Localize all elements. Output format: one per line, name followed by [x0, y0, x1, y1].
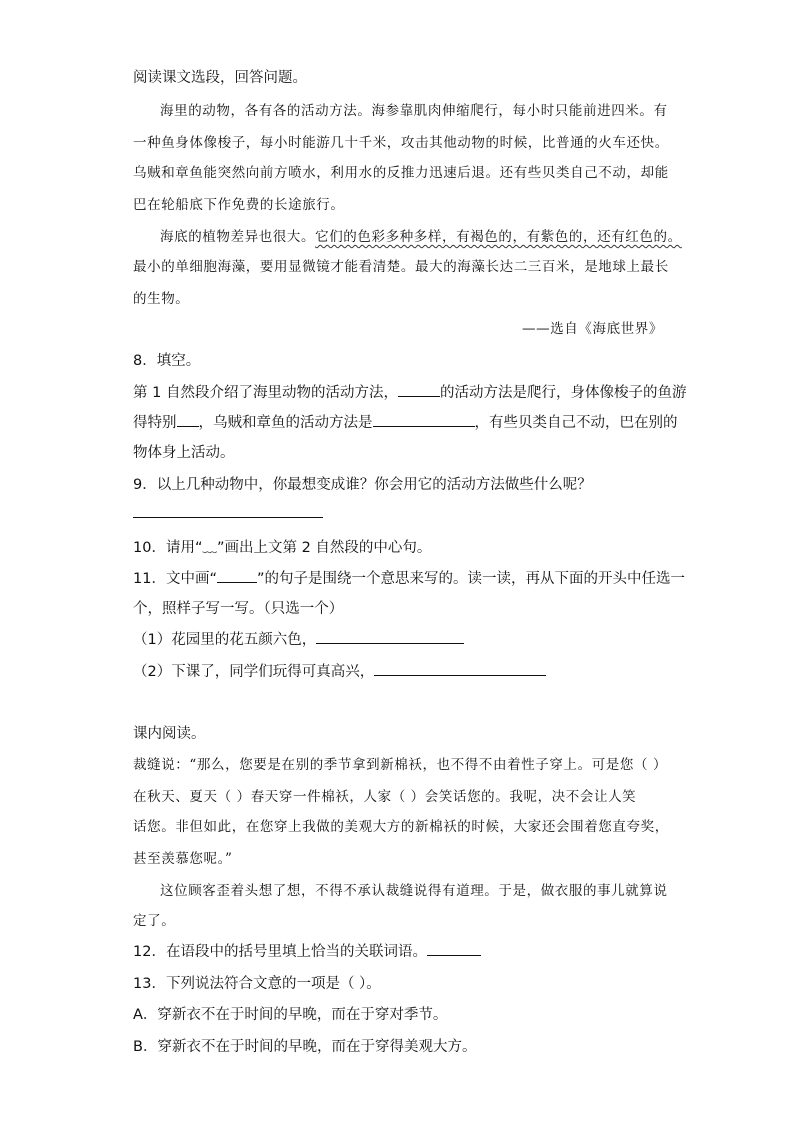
passage-intro: 课内阅读。: [133, 726, 206, 742]
question-text: 第 1 自然段介绍了海里动物的活动方法，: [133, 385, 398, 401]
question-text: 11．文中画“: [133, 571, 217, 587]
paragraph-start: 海底的植物差异也很大。: [160, 229, 316, 245]
answer-line[interactable]: [133, 517, 323, 518]
passage-paragraph-line: 海里的动物，各有各的活动方法。海参靠肌肉伸缩爬行，每小时只能前进四米。有: [160, 103, 668, 119]
passage-paragraph-line: 在秋天、夏天（ ）春天穿一件棉袄，人家（ ）会笑话您的。我呢，决不会让人笑: [133, 789, 637, 805]
passage-paragraph-line: 一种鱼身体像梭子，每小时能游几十千米，攻击其他动物的时候，比普通的火车还快。: [133, 135, 669, 151]
answer-blank[interactable]: [427, 941, 481, 956]
question-text: ，有些贝类自己不动，巴在别的: [474, 415, 678, 431]
question-11-line: 个，照样子写一写。（只选一个）: [133, 601, 344, 617]
option-b[interactable]: B．穿新衣不在于时间的早晚，而在于穿得美观大方。: [133, 1039, 477, 1055]
option-text: （2）下课了，同学们玩得可真高兴，: [133, 664, 375, 680]
option-a[interactable]: A．穿新衣不在于时间的早晚，而在于穿对季节。: [133, 1007, 448, 1023]
question-12: [133, 940, 481, 961]
question-text: 得特别: [133, 415, 177, 431]
question-text: ”画出上文第 2 自然段的中心句。: [216, 540, 432, 556]
question-text: 的活动方法是爬行，身体像梭子的鱼游: [439, 385, 687, 401]
wavy-underlined-sentence: 它们的色彩多种多样，有褐色的，有紫色的，还有红色的。: [315, 229, 682, 245]
question-8-title: 8．填空。: [133, 353, 201, 369]
answer-blank[interactable]: [398, 382, 440, 397]
question-9: 9．以上几种动物中，你最想变成谁？你会用它的活动方法做些什么呢？: [133, 477, 592, 493]
passage-paragraph-line: 甚至羡慕您呢。”: [133, 851, 233, 867]
question-text: 12．在语段中的括号里填上恰当的关联词语。: [133, 944, 427, 960]
passage-paragraph-line: 定了。: [133, 913, 176, 929]
passage-paragraph-line: 乌贼和章鱼能突然向前方喷水，利用水的反推力迅速后退。还有些贝类自己不动，却能: [133, 165, 669, 181]
question-13: 13．下列说法符合文意的一项是（ ）。: [133, 976, 381, 992]
question-8-line: [133, 411, 678, 432]
question-text: 10．请用“: [133, 540, 203, 556]
passage-paragraph-line: 这位顾客歪着头想了想，不得不承认裁缝说得有道理。于是，做衣服的事儿就算说: [160, 883, 668, 899]
answer-blank[interactable]: [373, 412, 475, 427]
answer-blank[interactable]: [177, 412, 199, 427]
question-8-line: [133, 381, 686, 402]
passage-paragraph-line: 最小的单细胞海藻，要用显微镜才能看清楚。最大的海藻长达二三百米，是地球上最长: [133, 259, 669, 275]
question-text: ”的句子是围绕一个意思来写的。读一读，再从下面的开头中任选一: [256, 571, 685, 587]
passage-paragraph-line: 巴在轮船底下作免费的长途旅行。: [133, 197, 345, 213]
question-8-line: 物体身上活动。: [133, 445, 235, 461]
question-11-option-2: [133, 660, 546, 681]
passage-paragraph-line: [160, 225, 682, 245]
passage-intro: 阅读课文选段，回答问题。: [133, 70, 307, 86]
question-11-option-1: [133, 628, 464, 649]
passage-paragraph-line: 裁缝说：“那么，您要是在别的季节拿到新棉袄，也不得不由着性子穿上。可是您（ ）: [133, 757, 668, 773]
answer-blank[interactable]: [374, 661, 546, 676]
answer-blank[interactable]: [316, 629, 464, 644]
question-text: ，乌贼和章鱼的活动方法是: [198, 415, 373, 431]
wavy-line-mark: ﹏: [202, 540, 217, 556]
passage-paragraph-line: 话您。非但如此，在您穿上我做的美观大方的新棉袄的时候，大家还会围着您直夸奖，: [133, 819, 669, 835]
passage-source: ——选自《海底世界》: [522, 321, 663, 337]
question-10: [133, 536, 431, 557]
passage-paragraph-line: 的生物。: [133, 291, 190, 307]
option-text: （1）花园里的花五颜六色，: [133, 632, 317, 648]
question-11: [133, 567, 685, 588]
underline-mark: [217, 568, 257, 583]
